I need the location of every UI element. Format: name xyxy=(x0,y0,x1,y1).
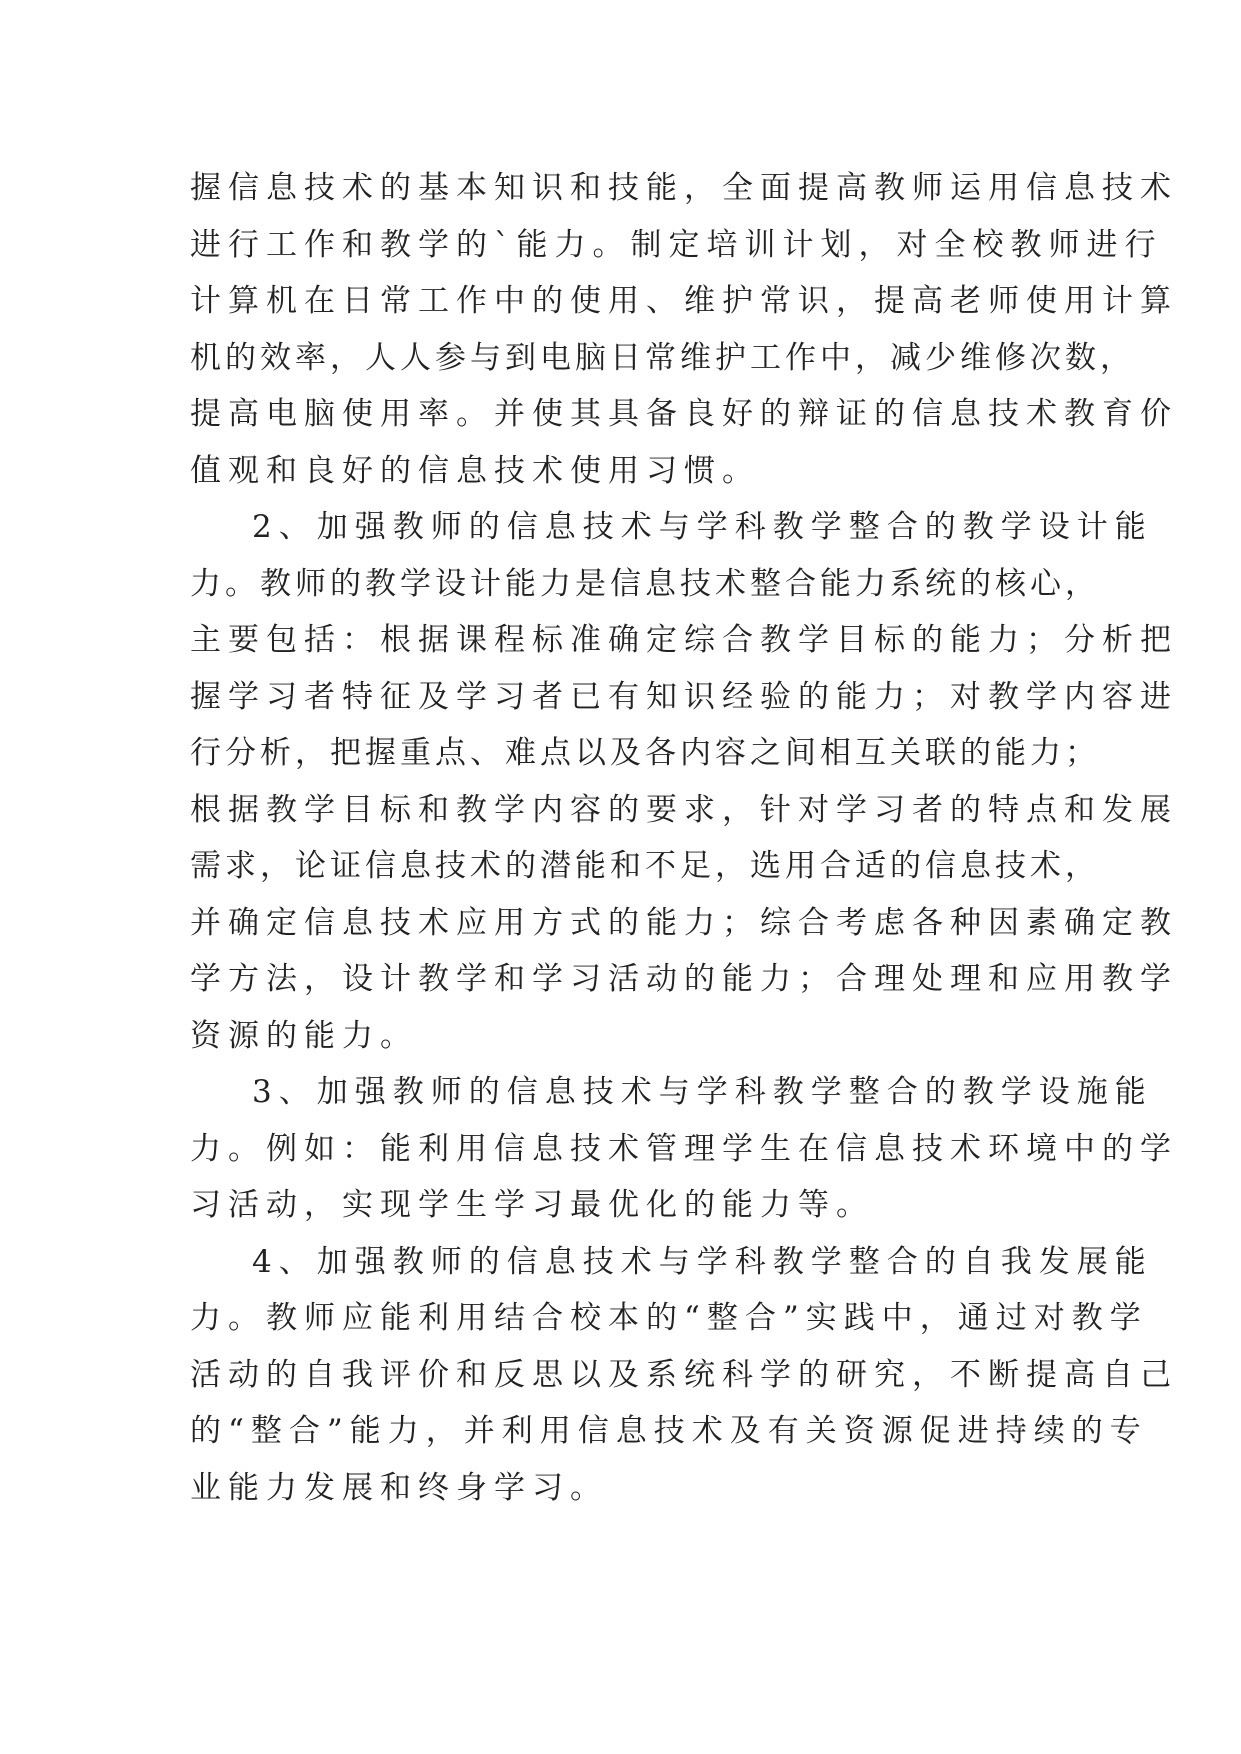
text-line: 行分析，把握重点、难点以及各内容之间相互关联的能力； xyxy=(190,735,1100,771)
document-body xyxy=(190,160,1178,1516)
paragraph-start-line: 2、加强教师的信息技术与学科教学整合的教学设计能 xyxy=(252,509,1153,545)
text-line: 根据教学目标和教学内容的要求，针对学习者的特点和发展 xyxy=(190,791,1178,828)
text-line: 握信息技术的基本知识和技能，全面提高教师运用信息技术 xyxy=(190,170,1178,206)
text-line: 提高电脑使用率。并使其具备良好的辩证的信息技术教育价 xyxy=(190,396,1178,432)
text-line: 主要包括：根据课程标准确定综合教学目标的能力；分析把 xyxy=(190,622,1178,658)
text-line: 的“整合”能力，并利用信息技术及有关资源促进持续的专 xyxy=(190,1413,1148,1449)
text-line: 力。例如：能利用信息技术管理学生在信息技术环境中的学 xyxy=(190,1130,1178,1167)
text-line: 值观和良好的信息技术使用习惯。 xyxy=(190,452,760,489)
text-line: 业能力发展和终身学习。 xyxy=(190,1469,608,1506)
text-line: 握学习者特征及学习者已有知识经验的能力；对教学内容进 xyxy=(190,678,1178,715)
text-line: 学方法，设计教学和学习活动的能力；合理处理和应用教学 xyxy=(190,961,1178,997)
paragraph-start-line: 4、加强教师的信息技术与学科教学整合的自我发展能 xyxy=(252,1243,1153,1280)
text-line: 需求，论证信息技术的潜能和不足，选用合适的信息技术， xyxy=(190,848,1100,884)
text-line: 力。教师应能利用结合校本的“整合”实践中，通过对教学 xyxy=(190,1300,1148,1336)
text-line: 资源的能力。 xyxy=(190,1017,418,1054)
text-line: 计算机在日常工作中的使用、维护常识，提高老师使用计算 xyxy=(190,283,1178,319)
text-line: 活动的自我评价和反思以及系统科学的研究，不断提高自己 xyxy=(190,1356,1178,1393)
text-line: 并确定信息技术应用方式的能力；综合考虑各种因素确定教 xyxy=(190,904,1178,941)
paragraph-start-line: 3、加强教师的信息技术与学科教学整合的教学设施能 xyxy=(252,1074,1153,1110)
text-line: 机的效率，人人参与到电脑日常维护工作中，减少维修次数， xyxy=(190,339,1135,376)
text-line: 习活动，实现学生学习最优化的能力等。 xyxy=(190,1187,874,1223)
text-line: 力。教师的教学设计能力是信息技术整合能力系统的核心， xyxy=(190,565,1100,602)
text-line: 进行工作和教学的`能力。制定培训计划，对全校教师进行 xyxy=(190,226,1163,263)
